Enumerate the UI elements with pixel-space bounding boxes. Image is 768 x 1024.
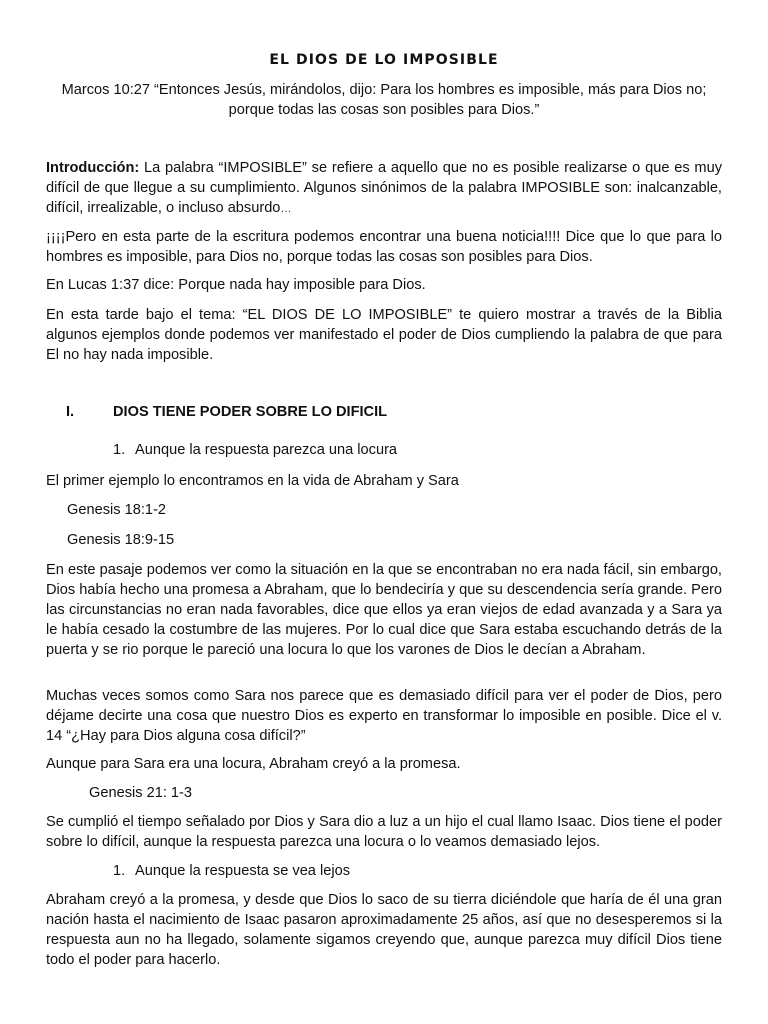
verse-line-2: porque todas las cosas son posibles para Dios.” xyxy=(228,102,540,118)
scripture-reference: Genesis 18:1-2 xyxy=(67,502,166,518)
document-title: EL DIOS DE LO IMPOSIBLE xyxy=(269,52,499,68)
section-number: I. xyxy=(66,404,75,420)
pasaje-paragraph: En este pasaje podemos ver como la situación en la que se encontraban no era nada fácil, sin embargo, Dios había hecho una promesa a Abraham, que lo bendeciría y que su descendencia sería grande. Pero las circunstancias no eran nada favorables, dice que ellos ya eran viejos de edad avanzada y a Sara ya le había cesado la costumbre de las mujeres. Por lo cual dice que Sara estaba escuchando detrás de la puerta y se rio porque le pareció una locura lo que los varones de Dios le decían a Abraham. xyxy=(46,562,722,658)
epigraph-verse xyxy=(40,80,728,120)
intro-text: La palabra “IMPOSIBLE” se refiere a aquello que no es posible realizarse o que es muy difícil de que llegue a su cumplimiento. Algunos sinónimos de la palabra IMPOSIBLE son: inalcanzable, difícil, irrealizable, o incluso absurdo xyxy=(46,160,722,216)
tema-paragraph: En esta tarde bajo el tema: “EL DIOS DE LO IMPOSIBLE” te quiero mostrar a través de la Biblia algunos ejemplos donde podemos ver manifestado el poder de Dios cumpliendo la palabra de que para El no hay nada imposible. xyxy=(46,307,722,363)
scripture-reference: Genesis 18:9-15 xyxy=(67,532,175,548)
muchas-veces-paragraph: Muchas veces somos como Sara nos parece que es demasiado difícil para ver el poder de Dios, pero déjame decirte una cosa que nuestro Dios es experto en transformar lo imposible en posible. Dice el v. 14 “¿Hay para Dios alguna cosa difícil?” xyxy=(46,688,722,744)
introduction-paragraph xyxy=(46,158,722,219)
section-heading: DIOS TIENE PODER SOBRE LO DIFICIL xyxy=(113,404,388,420)
good-news-paragraph: ¡¡¡¡Pero en esta parte de la escritura podemos encontrar una buena noticia!!!! Dice que lo que para lo hombres es imposible, para Dios no, porque todas las cosas son posibles para Dios. xyxy=(46,229,722,265)
intro-ellipsis: … xyxy=(280,203,292,215)
subpoint-2-text: Aunque la respuesta se vea lejos xyxy=(135,863,350,879)
subpoint-2-number: 1. xyxy=(113,863,126,879)
cumplio-paragraph: Se cumplió el tiempo señalado por Dios y Sara dio a luz a un hijo el cual llamo Isaac. Dios tiene el poder sobre lo difícil, aunque la respuesta parezca una locura o lo veamos demasiado lejos. xyxy=(46,814,722,850)
first-example-paragraph: El primer ejemplo lo encontramos en la vida de Abraham y Sara xyxy=(46,473,459,489)
subpoint-1 xyxy=(113,440,397,460)
aunque-sara-paragraph: Aunque para Sara era una locura, Abraham creyó a la promesa. xyxy=(46,756,461,772)
subpoint-1-number: 1. xyxy=(113,442,126,458)
lucas-paragraph: En Lucas 1:37 dice: Porque nada hay imposible para Dios. xyxy=(46,277,426,293)
subpoint-2 xyxy=(113,861,350,881)
verse-line-1: Marcos 10:27 “Entonces Jesús, mirándolos, dijo: Para los hombres es imposible, más para Dios no; xyxy=(61,82,707,98)
abraham-creyo-paragraph: Abraham creyó a la promesa, y desde que Dios lo saco de su tierra diciéndole que haría de él una gran nación hasta el nacimiento de Isaac pasaron aproximadamente 25 años, así que no desesperemos si la respuesta aun no ha llegado, solamente sigamos creyendo que, aunque parezca muy difícil Dios tiene todo el poder para hacerlo. xyxy=(46,892,722,968)
scripture-reference: Genesis 21: 1-3 xyxy=(89,785,193,801)
intro-label: Introducción: xyxy=(46,160,140,176)
subpoint-1-text: Aunque la respuesta parezca una locura xyxy=(135,442,398,458)
